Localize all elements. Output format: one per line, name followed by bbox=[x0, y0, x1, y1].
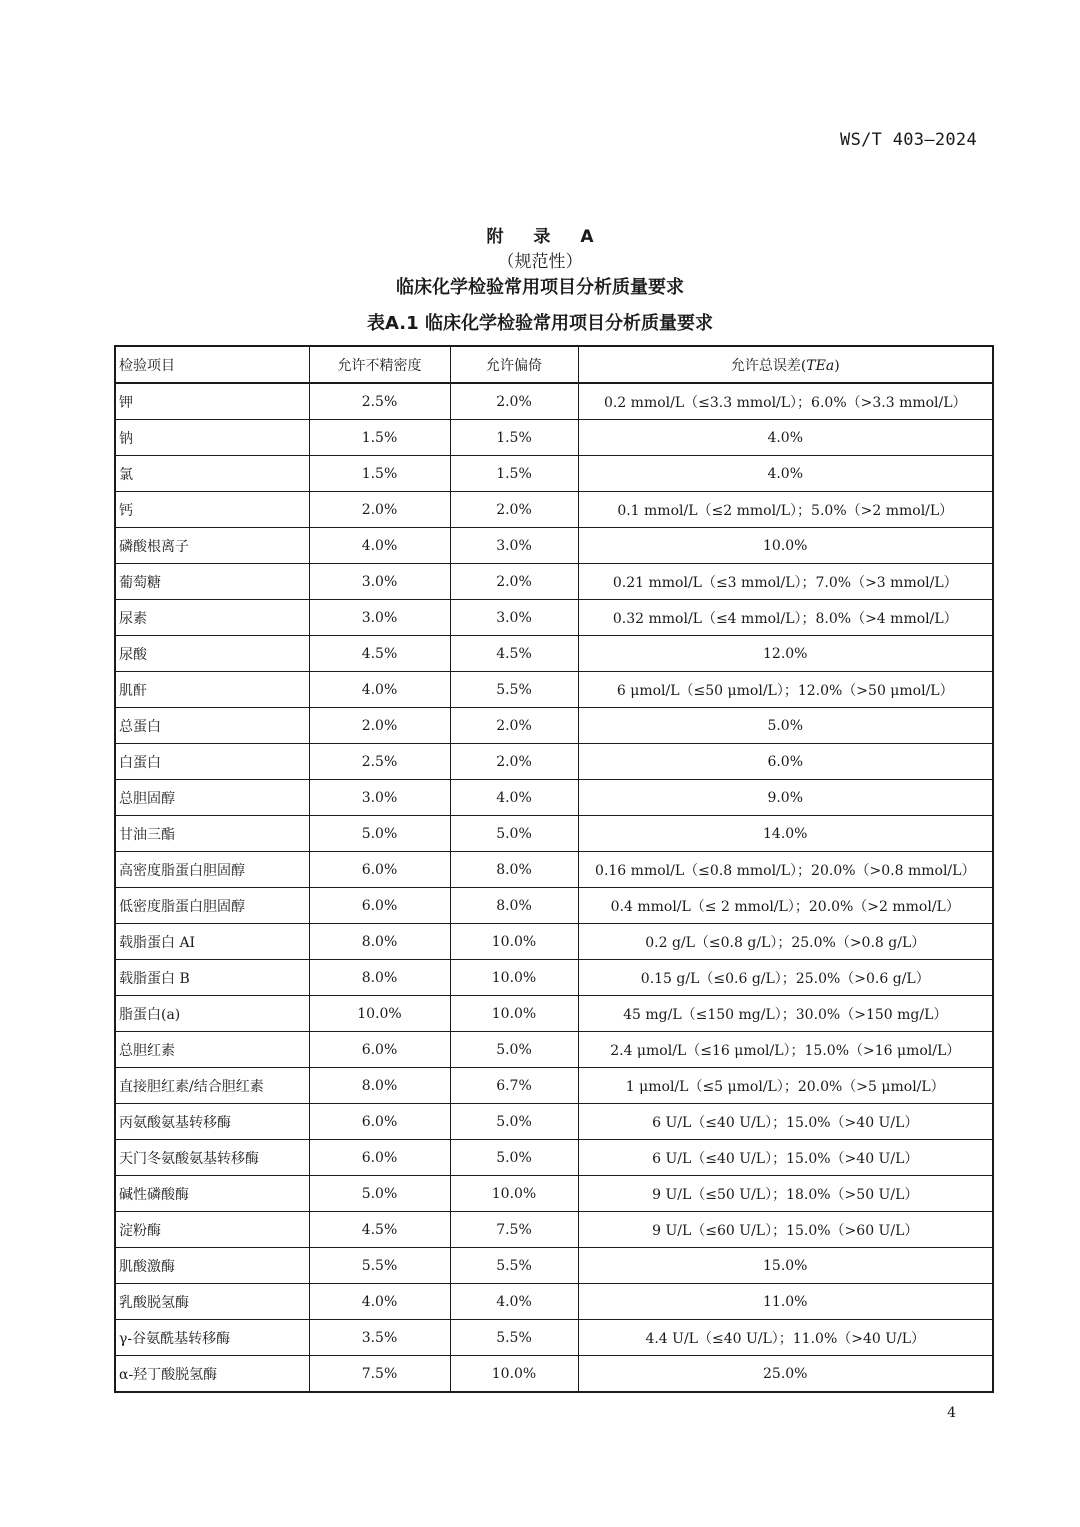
table-row bbox=[115, 744, 993, 780]
cell-imprecision: 3.0% bbox=[309, 564, 450, 600]
cell-imprecision: 10.0% bbox=[309, 996, 450, 1032]
cell-item: 尿素 bbox=[115, 600, 309, 636]
table-row bbox=[115, 1248, 993, 1284]
table-row bbox=[115, 636, 993, 672]
cell-imprecision: 3.0% bbox=[309, 600, 450, 636]
cell-item: 肌酸激酶 bbox=[115, 1248, 309, 1284]
cell-bias: 1.5% bbox=[450, 420, 578, 456]
cell-imprecision: 3.0% bbox=[309, 780, 450, 816]
cell-imprecision: 6.0% bbox=[309, 1104, 450, 1140]
cell-imprecision: 4.0% bbox=[309, 1284, 450, 1320]
table-row bbox=[115, 600, 993, 636]
table-row bbox=[115, 1140, 993, 1176]
table-row bbox=[115, 492, 993, 528]
cell-bias: 3.0% bbox=[450, 600, 578, 636]
table-row bbox=[115, 528, 993, 564]
cell-item: 高密度脂蛋白胆固醇 bbox=[115, 852, 309, 888]
cell-imprecision: 1.5% bbox=[309, 456, 450, 492]
cell-item: 总胆固醇 bbox=[115, 780, 309, 816]
cell-bias: 2.0% bbox=[450, 492, 578, 528]
table-row bbox=[115, 672, 993, 708]
table-row bbox=[115, 1068, 993, 1104]
cell-item: 载脂蛋白 B bbox=[115, 960, 309, 996]
table-row bbox=[115, 780, 993, 816]
cell-item: 直接胆红素/结合胆红素 bbox=[115, 1068, 309, 1104]
cell-tea: 2.4 μmol/L（≤16 μmol/L）；15.0%（>16 μmol/L） bbox=[578, 1032, 993, 1068]
appendix-type: （规范性） bbox=[497, 252, 583, 272]
cell-item: 低密度脂蛋白胆固醇 bbox=[115, 888, 309, 924]
table-row bbox=[115, 456, 993, 492]
table-row bbox=[115, 996, 993, 1032]
table-row bbox=[115, 564, 993, 600]
cell-item: 钙 bbox=[115, 492, 309, 528]
cell-bias: 10.0% bbox=[450, 1356, 578, 1393]
cell-tea: 4.0% bbox=[578, 456, 993, 492]
cell-imprecision: 8.0% bbox=[309, 1068, 450, 1104]
table-row bbox=[115, 1176, 993, 1212]
cell-imprecision: 5.5% bbox=[309, 1248, 450, 1284]
cell-tea: 1 μmol/L（≤5 μmol/L）；20.0%（>5 μmol/L） bbox=[578, 1068, 993, 1104]
cell-imprecision: 2.0% bbox=[309, 708, 450, 744]
cell-item: 丙氨酸氨基转移酶 bbox=[115, 1104, 309, 1140]
cell-imprecision: 8.0% bbox=[309, 924, 450, 960]
cell-tea: 14.0% bbox=[578, 816, 993, 852]
cell-bias: 2.0% bbox=[450, 744, 578, 780]
table-row bbox=[115, 924, 993, 960]
header-imprecision: 允许不精密度 bbox=[309, 346, 450, 383]
cell-tea: 0.21 mmol/L（≤3 mmol/L）；7.0%（>3 mmol/L） bbox=[578, 564, 993, 600]
table-body bbox=[115, 383, 993, 1392]
cell-bias: 10.0% bbox=[450, 996, 578, 1032]
cell-imprecision: 3.5% bbox=[309, 1320, 450, 1356]
table-header-row bbox=[115, 346, 993, 383]
appendix-label: 附 录 A bbox=[486, 227, 606, 247]
cell-tea: 0.15 g/L（≤0.6 g/L）；25.0%（>0.6 g/L） bbox=[578, 960, 993, 996]
cell-bias: 1.5% bbox=[450, 456, 578, 492]
cell-imprecision: 2.0% bbox=[309, 492, 450, 528]
cell-imprecision: 7.5% bbox=[309, 1356, 450, 1393]
header-tea-suffix: ) bbox=[834, 357, 840, 374]
cell-bias: 5.5% bbox=[450, 1248, 578, 1284]
table-row bbox=[115, 852, 993, 888]
table-row bbox=[115, 1104, 993, 1140]
cell-item: 钾 bbox=[115, 383, 309, 420]
table-row bbox=[115, 960, 993, 996]
cell-bias: 2.0% bbox=[450, 383, 578, 420]
cell-item: 碱性磷酸酶 bbox=[115, 1176, 309, 1212]
cell-bias: 5.5% bbox=[450, 672, 578, 708]
cell-tea: 5.0% bbox=[578, 708, 993, 744]
cell-item: 尿酸 bbox=[115, 636, 309, 672]
cell-tea: 0.16 mmol/L（≤0.8 mmol/L）；20.0%（>0.8 mmol/L） bbox=[578, 852, 993, 888]
cell-tea: 10.0% bbox=[578, 528, 993, 564]
cell-bias: 5.0% bbox=[450, 1032, 578, 1068]
cell-tea: 11.0% bbox=[578, 1284, 993, 1320]
cell-tea: 25.0% bbox=[578, 1356, 993, 1393]
header-bias: 允许偏倚 bbox=[450, 346, 578, 383]
cell-tea: 12.0% bbox=[578, 636, 993, 672]
cell-tea: 0.1 mmol/L（≤2 mmol/L）；5.0%（>2 mmol/L） bbox=[578, 492, 993, 528]
page-number: 4 bbox=[947, 1405, 956, 1421]
cell-tea: 9 U/L（≤50 U/L）；18.0%（>50 U/L） bbox=[578, 1176, 993, 1212]
cell-bias: 2.0% bbox=[450, 708, 578, 744]
table-row bbox=[115, 1212, 993, 1248]
table-row bbox=[115, 420, 993, 456]
cell-imprecision: 4.0% bbox=[309, 672, 450, 708]
cell-bias: 6.7% bbox=[450, 1068, 578, 1104]
cell-item: 白蛋白 bbox=[115, 744, 309, 780]
cell-imprecision: 8.0% bbox=[309, 960, 450, 996]
quality-requirements-table bbox=[114, 345, 994, 1393]
cell-tea: 45 mg/L（≤150 mg/L）；30.0%（>150 mg/L） bbox=[578, 996, 993, 1032]
header-tea-abbrev: TEa bbox=[806, 357, 835, 374]
header-item: 检验项目 bbox=[115, 346, 309, 383]
cell-tea: 0.2 g/L（≤0.8 g/L）；25.0%（>0.8 g/L） bbox=[578, 924, 993, 960]
cell-imprecision: 1.5% bbox=[309, 420, 450, 456]
cell-item: 脂蛋白(a) bbox=[115, 996, 309, 1032]
cell-tea: 0.2 mmol/L（≤3.3 mmol/L）；6.0%（>3.3 mmol/L） bbox=[578, 383, 993, 420]
cell-bias: 4.0% bbox=[450, 1284, 578, 1320]
cell-bias: 2.0% bbox=[450, 564, 578, 600]
table-row bbox=[115, 1032, 993, 1068]
cell-bias: 3.0% bbox=[450, 528, 578, 564]
header-tea-prefix: 允许总误差( bbox=[730, 357, 807, 374]
cell-item: 氯 bbox=[115, 456, 309, 492]
cell-item: 载脂蛋白 AⅠ bbox=[115, 924, 309, 960]
cell-tea: 6.0% bbox=[578, 744, 993, 780]
cell-bias: 4.0% bbox=[450, 780, 578, 816]
cell-item: α-羟丁酸脱氢酶 bbox=[115, 1356, 309, 1393]
cell-tea: 0.32 mmol/L（≤4 mmol/L）；8.0%（>4 mmol/L） bbox=[578, 600, 993, 636]
table-row bbox=[115, 1320, 993, 1356]
cell-imprecision: 4.0% bbox=[309, 528, 450, 564]
table-row bbox=[115, 816, 993, 852]
cell-item: 磷酸根离子 bbox=[115, 528, 309, 564]
cell-bias: 10.0% bbox=[450, 960, 578, 996]
cell-imprecision: 4.5% bbox=[309, 1212, 450, 1248]
cell-item: 肌酐 bbox=[115, 672, 309, 708]
appendix-title: 临床化学检验常用项目分析质量要求 bbox=[396, 277, 684, 298]
cell-item: 总胆红素 bbox=[115, 1032, 309, 1068]
cell-item: 总蛋白 bbox=[115, 708, 309, 744]
cell-tea: 6 μmol/L（≤50 μmol/L）；12.0%（>50 μmol/L） bbox=[578, 672, 993, 708]
cell-bias: 7.5% bbox=[450, 1212, 578, 1248]
cell-imprecision: 2.5% bbox=[309, 744, 450, 780]
cell-bias: 5.0% bbox=[450, 1140, 578, 1176]
cell-imprecision: 6.0% bbox=[309, 1032, 450, 1068]
table-row bbox=[115, 888, 993, 924]
cell-item: 淀粉酶 bbox=[115, 1212, 309, 1248]
cell-item: γ-谷氨酰基转移酶 bbox=[115, 1320, 309, 1356]
cell-item: 葡萄糖 bbox=[115, 564, 309, 600]
cell-bias: 5.0% bbox=[450, 1104, 578, 1140]
cell-tea: 6 U/L（≤40 U/L）；15.0%（>40 U/L） bbox=[578, 1104, 993, 1140]
cell-tea: 9 U/L（≤60 U/L）；15.0%（>60 U/L） bbox=[578, 1212, 993, 1248]
cell-imprecision: 2.5% bbox=[309, 383, 450, 420]
cell-tea: 4.0% bbox=[578, 420, 993, 456]
cell-imprecision: 4.5% bbox=[309, 636, 450, 672]
cell-bias: 10.0% bbox=[450, 924, 578, 960]
cell-bias: 8.0% bbox=[450, 852, 578, 888]
cell-bias: 8.0% bbox=[450, 888, 578, 924]
table-row bbox=[115, 708, 993, 744]
cell-bias: 5.5% bbox=[450, 1320, 578, 1356]
cell-imprecision: 6.0% bbox=[309, 888, 450, 924]
table-row bbox=[115, 383, 993, 420]
cell-imprecision: 6.0% bbox=[309, 1140, 450, 1176]
cell-tea: 9.0% bbox=[578, 780, 993, 816]
appendix-heading-block bbox=[0, 224, 1080, 338]
cell-item: 甘油三酯 bbox=[115, 816, 309, 852]
cell-imprecision: 5.0% bbox=[309, 1176, 450, 1212]
cell-imprecision: 5.0% bbox=[309, 816, 450, 852]
table-row bbox=[115, 1284, 993, 1320]
cell-item: 钠 bbox=[115, 420, 309, 456]
cell-tea: 6 U/L（≤40 U/L）；15.0%（>40 U/L） bbox=[578, 1140, 993, 1176]
cell-item: 乳酸脱氢酶 bbox=[115, 1284, 309, 1320]
cell-tea: 15.0% bbox=[578, 1248, 993, 1284]
cell-tea: 0.4 mmol/L（≤ 2 mmol/L）；20.0%（>2 mmol/L） bbox=[578, 888, 993, 924]
cell-bias: 10.0% bbox=[450, 1176, 578, 1212]
cell-imprecision: 6.0% bbox=[309, 852, 450, 888]
cell-tea: 4.4 U/L（≤40 U/L）；11.0%（>40 U/L） bbox=[578, 1320, 993, 1356]
table-row bbox=[115, 1356, 993, 1393]
standard-code: WS/T 403—2024 bbox=[840, 130, 977, 150]
header-tea bbox=[578, 346, 993, 383]
cell-bias: 4.5% bbox=[450, 636, 578, 672]
cell-item: 天门冬氨酸氨基转移酶 bbox=[115, 1140, 309, 1176]
table-title: 表A.1 临床化学检验常用项目分析质量要求 bbox=[367, 313, 713, 334]
cell-bias: 5.0% bbox=[450, 816, 578, 852]
